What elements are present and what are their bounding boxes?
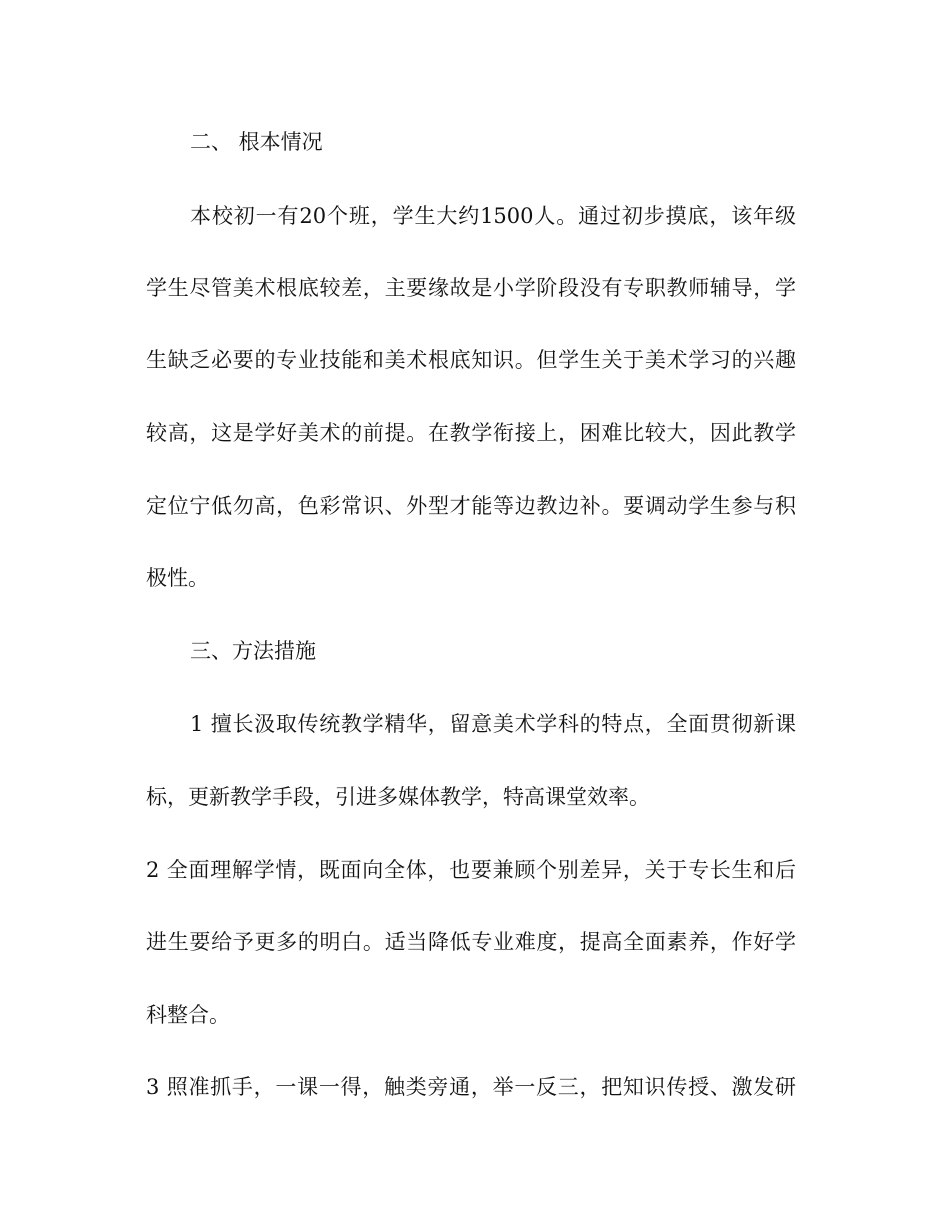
paragraph-line: 较高，这是学好美术的前提。在教学衔接上，困难比较大，因此教学 (146, 421, 796, 445)
section-heading-methods: 三、方法措施 (190, 639, 316, 663)
paragraph-line: 定位宁低勿高，色彩常识、外型才能等边教边补。要调动学生参与积 (146, 494, 796, 518)
paragraph-line: 生缺乏必要的专业技能和美术根底知识。但学生关于美术学习的兴趣 (146, 348, 796, 372)
list-item-line: 标，更新教学手段，引进多媒体教学，特高课堂效率。 (146, 785, 650, 809)
list-item-line: 科整合。 (146, 1003, 230, 1027)
list-item-line: 1 擅长汲取传统教学精华，留意美术学科的特点，全面贯彻新课 (190, 712, 796, 736)
list-item-line: 2 全面理解学情，既面向全体，也要兼顾个别差异，关于专长生和后 (146, 858, 796, 882)
list-item-line: 进生要给予更多的明白。适当降低专业难度，提高全面素养，作好学 (146, 930, 796, 954)
paragraph-line: 本校初一有20个班，学生大约1500人。通过初步摸底，该年级 (190, 204, 796, 228)
section-heading-basic-situation: 二、 根本情况 (190, 130, 323, 154)
paragraph-line: 学生尽管美术根底较差，主要缘故是小学阶段没有专职教师辅导，学 (146, 276, 796, 300)
list-item-line: 3 照准抓手，一课一得，触类旁通，举一反三，把知识传授、激发研 (146, 1075, 796, 1099)
paragraph-line: 极性。 (146, 566, 209, 590)
